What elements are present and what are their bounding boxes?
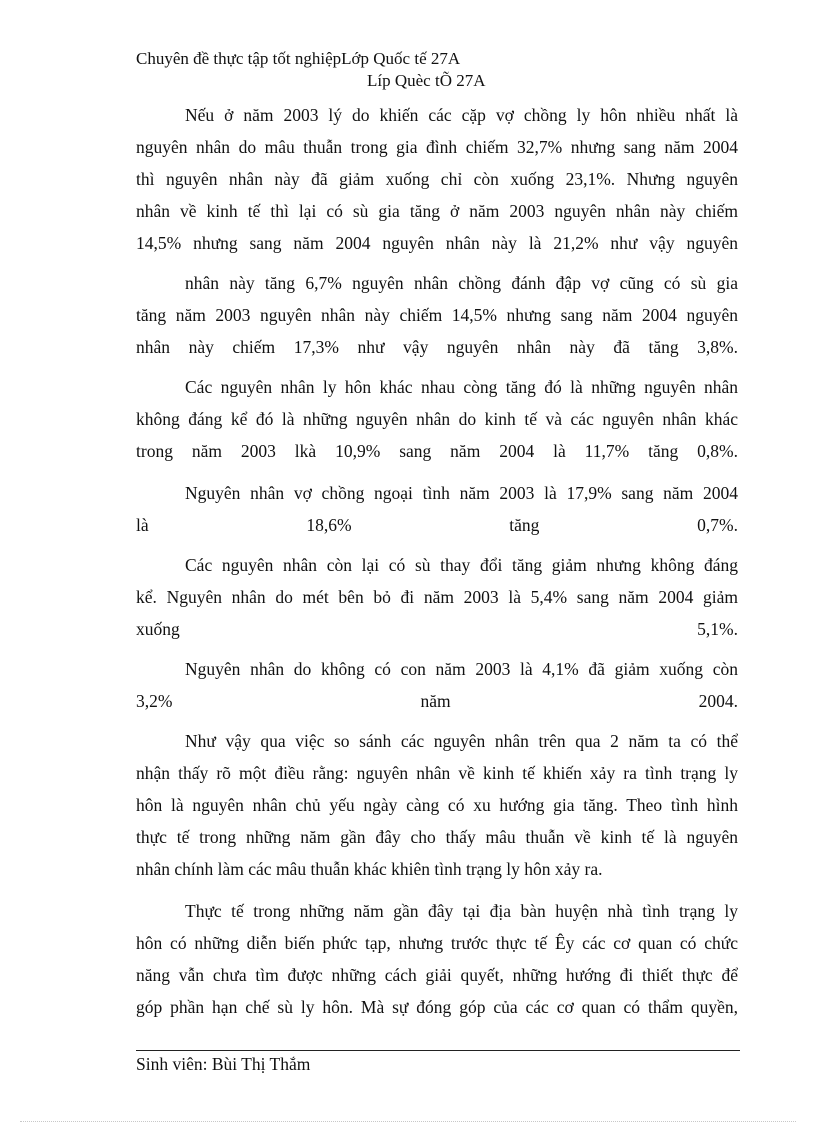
paragraph-line: năng vẫn chưa tìm được những cách giải quyết, những hướng đi thiết thực để: [136, 965, 738, 985]
paragraph-line: nhân này chiếm 17,3% như vậy nguyên nhân này đã tăng 3,8%.: [136, 337, 738, 357]
footer-divider: [136, 1050, 740, 1051]
paragraph-line: hôn là nguyên nhân chủ yếu ngày càng có xu hướng gia tăng. Theo tình hình: [136, 795, 738, 815]
paragraph-line: nhân này tăng 6,7% nguyên nhân chồng đánh đập vợ cũng có sù gia: [185, 273, 738, 293]
paragraph-line: kể. Nguyên nhân do mét bên bỏ đi năm 2003 là 5,4% sang năm 2004 giảm: [136, 587, 738, 607]
page-bottom-edge: [20, 1121, 796, 1122]
paragraph-line: 14,5% nhưng sang năm 2004 nguyên nhân này là 21,2% như vậy nguyên: [136, 233, 738, 253]
paragraph-line: Nguyên nhân vợ chồng ngoại tình năm 2003 là 17,9% sang năm 2004: [185, 483, 738, 503]
paragraph-line: Như vậy qua việc so sánh các nguyên nhân trên qua 2 năm ta có thể: [185, 731, 738, 751]
paragraph-line: 3,2% năm 2004.: [136, 691, 738, 711]
running-header: Chuyên đề thực tập tốt nghiệpLớp Quốc tế 27A: [136, 49, 461, 68]
paragraph-line: là 18,6% tăng 0,7%.: [136, 515, 738, 535]
paragraph-line: Nguyên nhân do không có con năm 2003 là 4,1% đã giảm xuống còn: [185, 659, 738, 679]
paragraph-line: nguyên nhân do mâu thuẫn trong gia đình chiếm 32,7% nhưng sang năm 2004: [136, 137, 738, 157]
paragraph-line: Thực tế trong những năm gần đây tại địa bàn huyện nhà tình trạng ly: [185, 901, 738, 921]
paragraph-line: góp phần hạn chế sù ly hôn. Mà sự đóng góp của các cơ quan có thẩm quyền,: [136, 997, 738, 1017]
paragraph-line: thì nguyên nhân này đã giảm xuống chỉ còn xuống 23,1%. Nhưng nguyên: [136, 169, 738, 189]
paragraph-line: thực tế trong những năm gần đây cho thấy mâu thuẫn về kinh tế là nguyên: [136, 827, 738, 847]
paragraph-line: hôn có những diễn biến phức tạp, nhưng trước thực tế Êy các cơ quan có chức: [136, 933, 738, 953]
paragraph-line: Nếu ở năm 2003 lý do khiến các cặp vợ chồng ly hôn nhiều nhất là: [185, 105, 738, 125]
paragraph-line: nhân về kinh tế thì lại có sù gia tăng ở năm 2003 nguyên nhân này chiếm: [136, 201, 738, 221]
footer-student-name: Sinh viên: Bùi Thị Thắm: [136, 1054, 311, 1074]
paragraph-line: nhân chính làm các mâu thuẫn khác khiên tình trạng ly hôn xảy ra.: [136, 859, 603, 879]
paragraph-line: tăng năm 2003 nguyên nhân này chiếm 14,5% nhưng sang năm 2004 nguyên: [136, 305, 738, 325]
paragraph-line: trong năm 2003 lkà 10,9% sang năm 2004 là 11,7% tăng 0,8%.: [136, 441, 738, 461]
paragraph-line: nhận thấy rõ một điều rằng: nguyên nhân về kinh tế khiến xảy ra tình trạng ly: [136, 763, 738, 783]
paragraph-line: xuống 5,1%.: [136, 619, 738, 639]
paragraph-line: không đáng kể đó là những nguyên nhân do kinh tế và các nguyên nhân khác: [136, 409, 738, 429]
paragraph-line: Các nguyên nhân còn lại có sù thay đổi tăng giảm nhưng không đáng: [185, 555, 738, 575]
paragraph-line: Các nguyên nhân ly hôn khác nhau còng tăng đó là những nguyên nhân: [185, 377, 738, 397]
running-header-duplicate: Líp Quèc tÕ 27A: [367, 71, 486, 90]
